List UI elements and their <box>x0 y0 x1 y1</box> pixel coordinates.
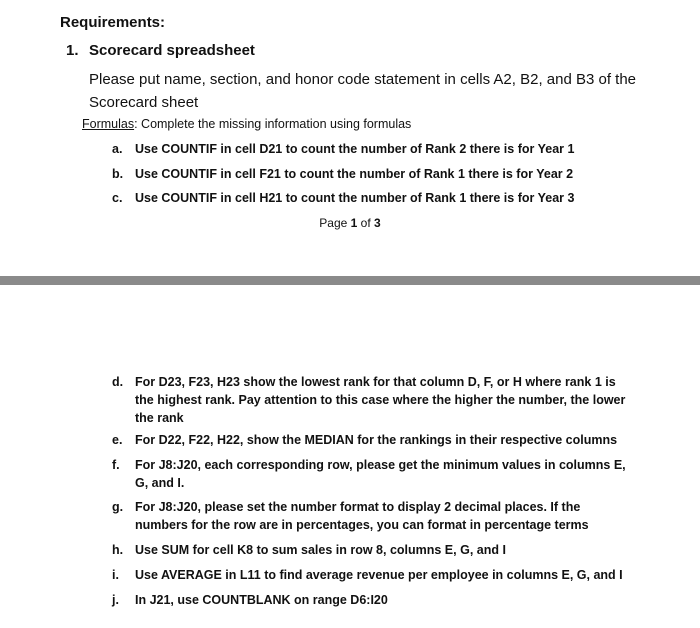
page-current: 1 <box>350 216 358 230</box>
item-letter: e. <box>112 433 123 447</box>
item-letter: a. <box>112 142 123 156</box>
item-letter: c. <box>112 191 123 205</box>
list-item-f <box>112 456 632 492</box>
list-item-i <box>112 566 682 584</box>
page-footer <box>0 216 700 230</box>
item-letter: i. <box>112 568 119 582</box>
item-letter: f. <box>112 458 120 472</box>
page-total: 3 <box>374 216 381 230</box>
list-item-g <box>112 498 632 534</box>
item-text: In J21, use COUNTBLANK on range D6:I20 <box>135 593 388 607</box>
item-text: Use SUM for cell K8 to sum sales in row 8, columns E, G, and I <box>135 543 506 557</box>
item-text: For D22, F22, H22, show the MEDIAN for the rankings in their respective columns <box>135 433 618 447</box>
item-text: Use COUNTIF in cell D21 to count the number of Rank 2 there is for Year 1 <box>135 142 575 156</box>
item-text: Use COUNTIF in cell F21 to count the number of Rank 1 there is for Year 2 <box>135 167 574 181</box>
page-word: Page <box>319 216 348 230</box>
list-item-j <box>112 591 672 609</box>
formulas-line <box>82 117 411 131</box>
list-item-h <box>112 541 672 559</box>
list-item-b <box>112 165 672 183</box>
item-text: Use COUNTIF in cell H21 to count the number of Rank 1 there is for Year 3 <box>135 191 575 205</box>
list-item-a <box>112 140 672 158</box>
section-number: 1. <box>66 42 79 59</box>
item-letter: b. <box>112 167 124 181</box>
list-item-d <box>112 373 632 427</box>
item-letter: g. <box>112 500 124 514</box>
page-break-divider <box>0 276 700 285</box>
section-title: Scorecard spreadsheet <box>89 42 255 59</box>
formulas-text: : Complete the missing information using formulas <box>134 117 412 131</box>
of-word: of <box>360 216 371 230</box>
item-letter: j. <box>112 593 119 607</box>
item-letter: d. <box>112 375 124 389</box>
item-letter: h. <box>112 543 124 557</box>
item-text: For D23, F23, H23 show the lowest rank for that column D, F, or H where rank 1 is the highest rank. Pay attention to this case where the higher the number, the lower the rank <box>135 375 626 425</box>
requirements-heading: Requirements: <box>60 14 166 31</box>
item-text: Use AVERAGE in L11 to find average revenue per employee in columns E, G, and I <box>135 568 623 582</box>
list-item-e <box>112 431 672 449</box>
item-text: For J8:J20, please set the number format to display 2 decimal places. If the numbers for the row are in percentages, you can format in percentage terms <box>135 500 589 532</box>
section-intro: Please put name, section, and honor code statement in cells A2, B2, and B3 of the Scorecard sheet <box>89 71 637 111</box>
formulas-label: Formulas <box>82 117 135 131</box>
item-text: For J8:J20, each corresponding row, please get the minimum values in columns E, G, and I. <box>135 458 626 490</box>
list-item-c <box>112 189 672 207</box>
